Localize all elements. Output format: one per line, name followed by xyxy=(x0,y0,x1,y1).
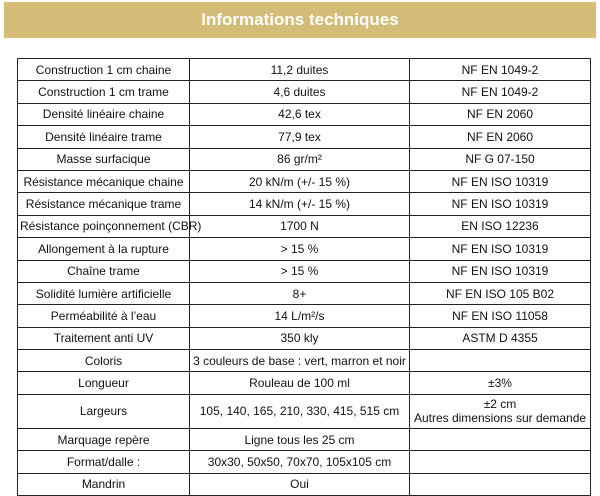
norm-cell: NF EN 1049-2 xyxy=(410,59,591,81)
property-cell: Construction 1 cm trame xyxy=(18,81,190,103)
norm-cell: NF EN ISO 11058 xyxy=(410,305,591,327)
value-cell: Rouleau de 100 ml xyxy=(190,372,410,394)
property-cell: Longueur xyxy=(18,372,190,394)
value-cell: 77,9 tex xyxy=(190,126,410,148)
value-cell: 11,2 duites xyxy=(190,59,410,81)
property-cell: Densité linéaire trame xyxy=(18,126,190,148)
section-header xyxy=(4,2,596,38)
value-cell: 14 L/m²/s xyxy=(190,305,410,327)
value-cell: 4,6 duites xyxy=(190,81,410,103)
property-cell: Solidité lumière artificielle xyxy=(18,282,190,304)
norm-cell: NF EN ISO 105 B02 xyxy=(410,282,591,304)
norm-note: Autres dimensions sur demande xyxy=(413,411,587,426)
table-row xyxy=(18,59,591,81)
property-cell: Allongement à la rupture xyxy=(18,238,190,260)
value-cell: Ligne tous les 25 cm xyxy=(190,428,410,450)
property-cell: Construction 1 cm chaine xyxy=(18,59,190,81)
value-cell: > 15 % xyxy=(190,260,410,282)
table-row xyxy=(18,451,591,473)
norm-cell: NF EN ISO 10319 xyxy=(410,193,591,215)
value-cell: 3 couleurs de base : vert, marron et noir xyxy=(190,350,410,372)
table-row xyxy=(18,372,591,394)
property-cell: Résistance mécanique chaine xyxy=(18,170,190,192)
property-cell: Résistance poinçonnement (CBR) xyxy=(18,215,190,237)
table-row xyxy=(18,350,591,372)
value-cell: 42,6 tex xyxy=(190,103,410,125)
norm-cell: NF G 07-150 xyxy=(410,148,591,170)
norm-cell: NF EN 1049-2 xyxy=(410,81,591,103)
value-cell: 20 kN/m (+/- 15 %) xyxy=(190,170,410,192)
table-row xyxy=(18,170,591,192)
norm-line: ±2 cm xyxy=(483,397,517,412)
norm-cell: ASTM D 4355 xyxy=(410,327,591,349)
norm-cell: ±3% xyxy=(410,372,591,394)
table-row xyxy=(18,148,591,170)
value-cell: > 15 % xyxy=(190,238,410,260)
table-row xyxy=(18,282,591,304)
property-cell: Résistance mécanique trame xyxy=(18,193,190,215)
value-cell: 105, 140, 165, 210, 330, 415, 515 cm xyxy=(190,394,410,428)
norm-cell: NF EN ISO 10319 xyxy=(410,238,591,260)
value-cell: Oui xyxy=(190,473,410,495)
technical-specs-table xyxy=(17,58,591,496)
value-cell: 86 gr/m² xyxy=(190,148,410,170)
section-title: Informations techniques xyxy=(201,10,399,29)
norm-cell: NF EN ISO 10319 xyxy=(410,260,591,282)
table-row xyxy=(18,473,591,495)
table-row xyxy=(18,394,591,428)
table-row xyxy=(18,103,591,125)
value-cell: 30x30, 50x50, 70x70, 105x105 cm xyxy=(190,451,410,473)
property-cell: Marquage repère xyxy=(18,428,190,450)
property-cell: Densité linéaire chaine xyxy=(18,103,190,125)
property-cell: Coloris xyxy=(18,350,190,372)
table-row xyxy=(18,260,591,282)
property-cell: Traitement anti UV xyxy=(18,327,190,349)
norm-cell xyxy=(410,350,591,372)
norm-cell: NF EN ISO 10319 xyxy=(410,170,591,192)
norm-cell xyxy=(410,428,591,450)
property-cell: Chaîne trame xyxy=(18,260,190,282)
norm-cell: NF EN 2060 xyxy=(410,126,591,148)
table-row xyxy=(18,327,591,349)
value-cell: 1700 N xyxy=(190,215,410,237)
value-cell: 350 kly xyxy=(190,327,410,349)
value-cell: 8+ xyxy=(190,282,410,304)
table-row xyxy=(18,238,591,260)
property-cell: Perméabilité à l’eau xyxy=(18,305,190,327)
property-cell: Format/dalle : xyxy=(18,451,190,473)
table-row xyxy=(18,215,591,237)
norm-cell: EN ISO 12236 xyxy=(410,215,591,237)
property-cell: Masse surfacique xyxy=(18,148,190,170)
table-row xyxy=(18,428,591,450)
norm-cell xyxy=(410,451,591,473)
table-row xyxy=(18,81,591,103)
table-row xyxy=(18,193,591,215)
norm-cell: NF EN 2060 xyxy=(410,103,591,125)
table-row xyxy=(18,126,591,148)
property-cell: Largeurs xyxy=(18,394,190,428)
value-cell: 14 kN/m (+/- 15 %) xyxy=(190,193,410,215)
norm-cell xyxy=(410,473,591,495)
norm-cell xyxy=(410,394,591,428)
table-row xyxy=(18,305,591,327)
property-cell: Mandrin xyxy=(18,473,190,495)
